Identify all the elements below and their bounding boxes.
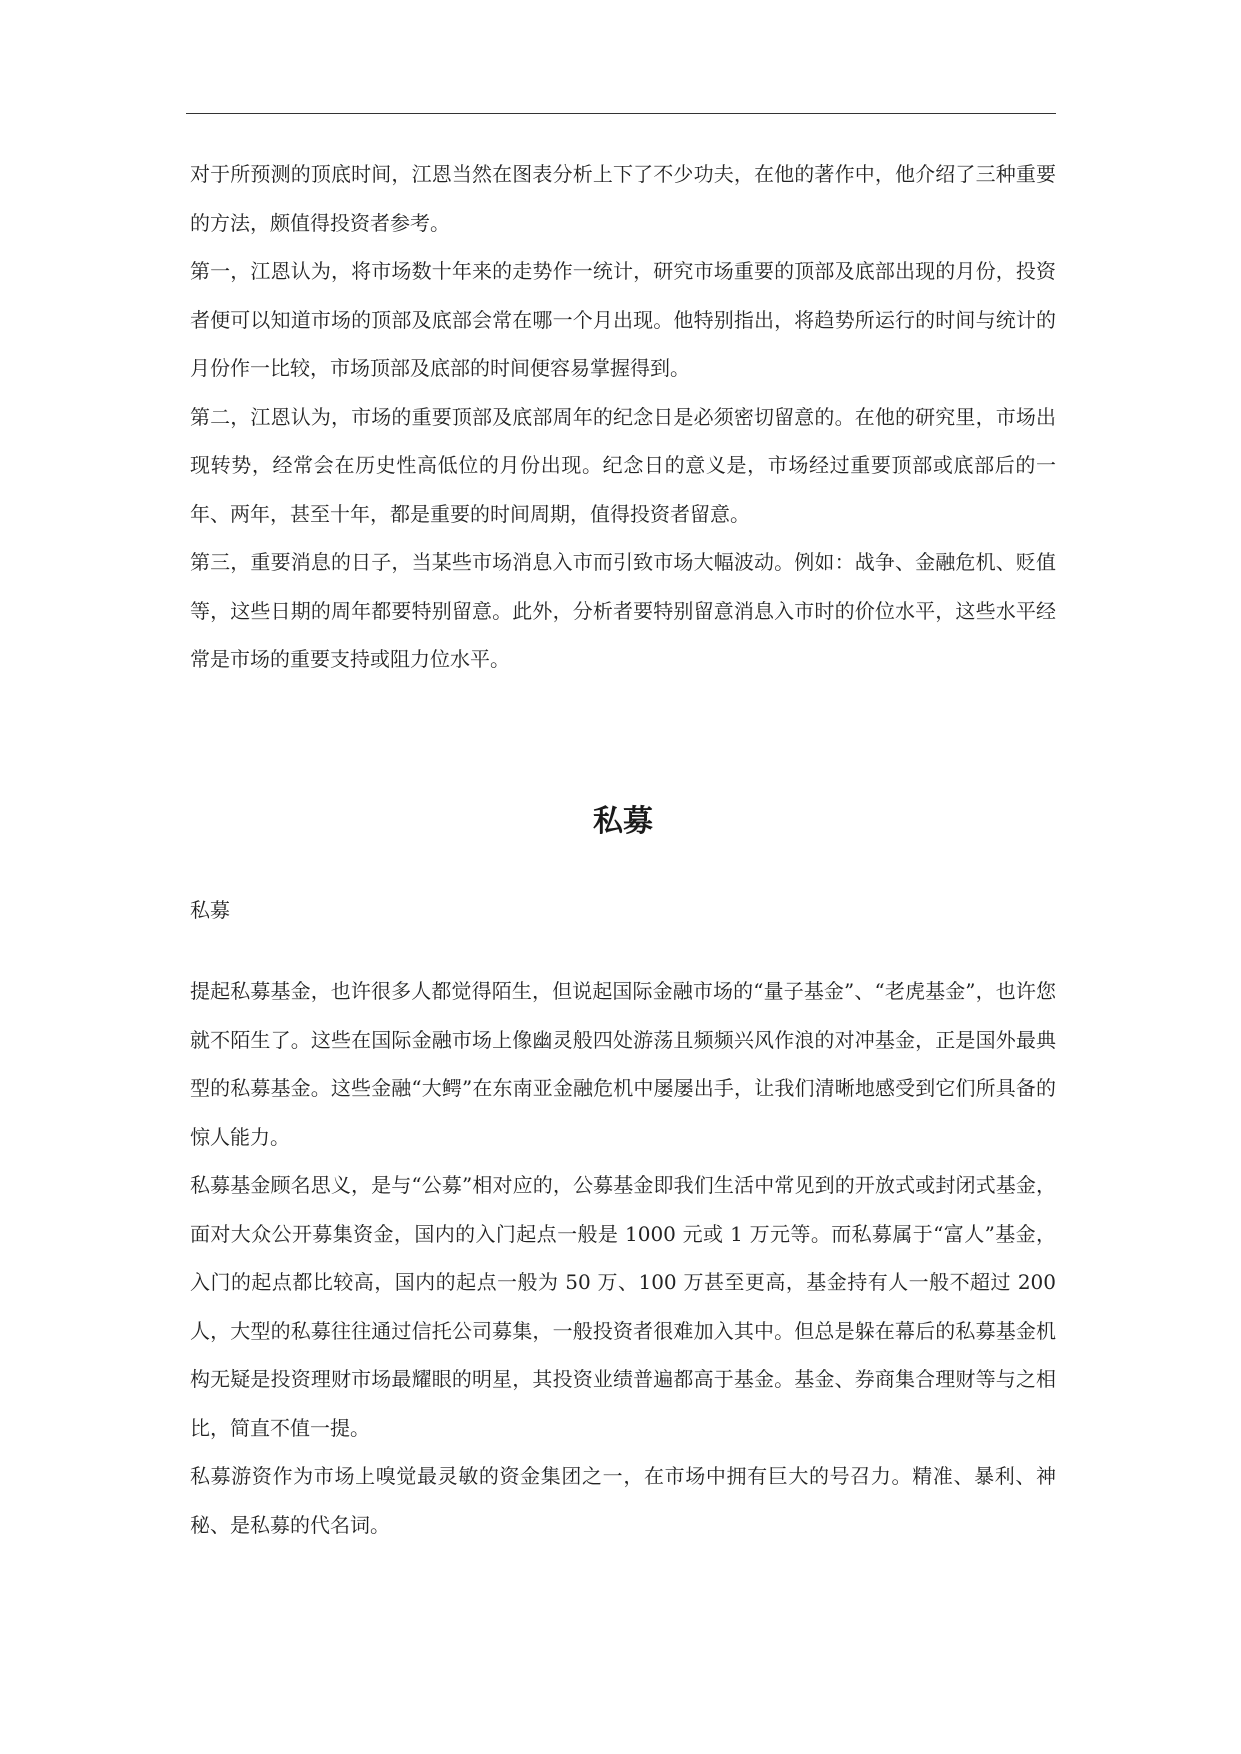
private-fund-section xyxy=(190,967,1056,1549)
paragraph-hedge-funds: 提起私募基金，也许很多人都觉得陌生，但说起国际金融市场的“量子基金”、“老虎基金”，也许您就不陌生了。这些在国际金融市场上像幽灵般四处游荡且频频兴风作浪的对冲基金，正是国外最典型的私募基金。这些金融“大鳄”在东南亚金融危机中屡屡出手，让我们清晰地感受到它们所具备的惊人能力。 xyxy=(190,979,1056,1149)
paragraph-definition: 私募基金顾名思义，是与“公募”相对应的，公募基金即我们生活中常见到的开放式或封闭式基金，面对大众公开募集资金，国内的入门起点一般是 1000 元或 1 万元等。而私募属于“富人”基金，入门的起点都比较高，国内的起点一般为 50 万、100 万甚至更高，基金持有人一般不超过 200 人，大型的私募往往通过信托公司募集，一般投资者很难加入其中。但总是躲在幕后的私募基金机构无疑是投资理财市场最耀眼的明星，其投资业绩普遍都高于基金。基金、券商集合理财等与之相比，简直不值一提。 xyxy=(190,1173,1056,1440)
paragraph-first-method: 第一，江恩认为，将市场数十年来的走势作一统计，研究市场重要的顶部及底部出现的月份，投资者便可以知道市场的顶部及底部会常在哪一个月出现。他特别指出，将趋势所运行的时间与统计的月份作一比较，市场顶部及底部的时间便容易掌握得到。 xyxy=(190,259,1056,380)
paragraph-intro: 对于所预测的顶底时间，江恩当然在图表分析上下了不少功夫，在他的著作中，他介绍了三种重要的方法，颇值得投资者参考。 xyxy=(190,162,1056,235)
paragraph-third-method: 第三，重要消息的日子，当某些市场消息入市而引致市场大幅波动。例如：战争、金融危机、贬值等，这些日期的周年都要特别留意。此外，分析者要特别留意消息入市时的价位水平，这些水平经常是市场的重要支持或阻力位水平。 xyxy=(190,550,1056,671)
paragraph-second-method: 第二，江恩认为，市场的重要顶部及底部周年的纪念日是必须密切留意的。在他的研究里，市场出现转势，经常会在历史性高低位的月份出现。纪念日的意义是，市场经过重要顶部或底部后的一年、两年，甚至十年，都是重要的时间周期，值得投资者留意。 xyxy=(190,404,1056,526)
section-subheading: 私募 xyxy=(190,898,230,922)
section-title: 私募 xyxy=(593,804,653,839)
gann-time-section xyxy=(190,150,1056,684)
paragraph-hot-money: 私募游资作为市场上嗅觉最灵敏的资金集团之一，在市场中拥有巨大的号召力。精准、暴利、神秘、是私募的代名词。 xyxy=(190,1464,1056,1537)
header-rule xyxy=(186,113,1056,114)
